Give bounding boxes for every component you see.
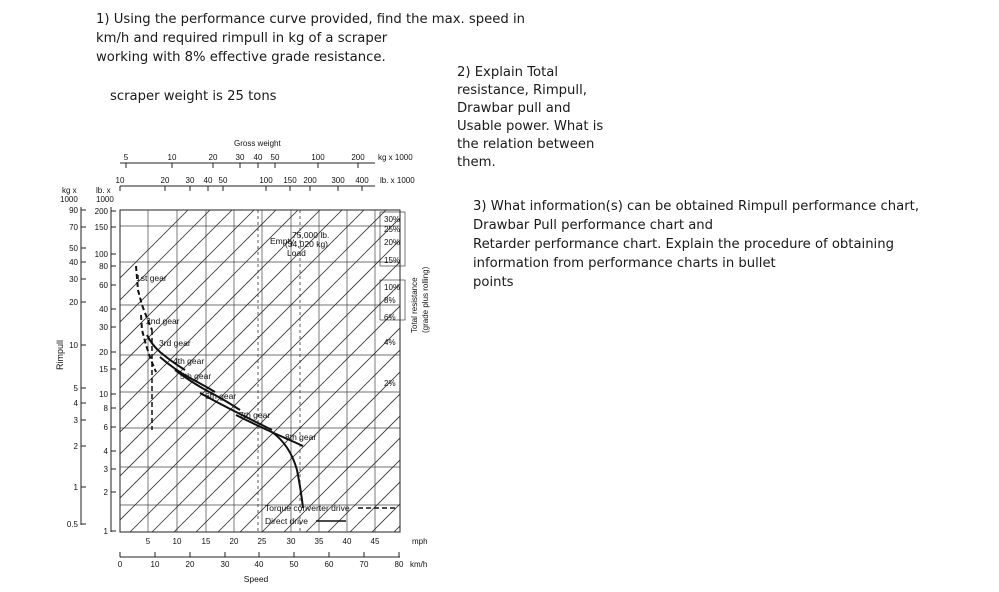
question-2-line: Drawbar pull and — [457, 101, 571, 116]
left-lb-tick-label: 10 — [99, 390, 108, 399]
left-lb-tick-label: 20 — [99, 348, 108, 357]
bottom-mph-tick-label: 35 — [314, 537, 324, 546]
top-kg-tick-label: 20 — [208, 153, 218, 162]
weight-diagonal-line — [308, 172, 688, 552]
left-lb-tick-label: 200 — [94, 207, 108, 216]
gear-label: 4th gear — [173, 356, 205, 366]
left-lb-tick-label: 2 — [103, 488, 108, 497]
top-kg-tick-label: 30 — [235, 153, 245, 162]
weight-diagonal-line — [440, 172, 820, 552]
gear-label: 6th gear — [205, 391, 237, 401]
left-kg-tick-label: 20 — [69, 298, 78, 307]
weight-diagonals — [0, 172, 999, 552]
right-tick-label: 20% — [384, 238, 401, 247]
annotation-weight-lb: 75,000 lb. — [292, 230, 330, 240]
bottom-mph-tick-label: 30 — [286, 537, 296, 546]
right-axis-title: Total resistance — [410, 277, 419, 333]
left-kg-header: kg x — [62, 186, 77, 195]
bottom-kmh-tick-label: 30 — [220, 560, 230, 569]
left-kg-tick-label: 90 — [69, 206, 78, 215]
weight-diagonal-line — [154, 172, 534, 552]
right-tick-label: 8% — [384, 296, 396, 305]
weight-diagonal-line — [638, 172, 999, 552]
weight-diagonal-line — [660, 172, 999, 552]
weight-diagonal-line — [264, 172, 644, 552]
question-1-line: 1) Using the performance curve provided, find the max. speed in — [96, 12, 525, 27]
weight-diagonal-line — [176, 172, 556, 552]
question-1-line: km/h and required rimpull in kg of a scraper — [96, 31, 388, 46]
scraper-weight-text: scraper weight is 25 tons — [110, 89, 277, 104]
left-lb-tick-label: 100 — [94, 250, 108, 259]
question-2-line: them. — [457, 155, 496, 170]
top-kg-tick-label: 5 — [123, 153, 129, 162]
annotation-load: Load — [287, 248, 306, 258]
top-lb-tick-label: 400 — [355, 176, 369, 185]
right-tick-label: 4% — [384, 338, 396, 347]
bottom-kmh-tick-label: 0 — [117, 560, 123, 569]
weight-diagonal-line — [0, 172, 270, 552]
weight-diagonal-line — [550, 172, 930, 552]
question-2-line: Usable power. What is — [457, 119, 604, 134]
top-lb-unit: lb. x 1000 — [380, 176, 415, 185]
left-axis-title: Rimpull — [55, 339, 65, 370]
left-kg-tick-label: 4 — [73, 399, 78, 408]
left-lb-tick-label: 3 — [103, 465, 108, 474]
left-kg-tick-label: 70 — [69, 223, 78, 232]
bottom-mph-unit: mph — [412, 537, 428, 546]
right-tick-label: 30% — [384, 215, 401, 224]
left-lb-header: 1000 — [96, 195, 114, 204]
question-3-line: Retarder performance chart. Explain the procedure of obtaining — [473, 237, 894, 252]
legend-torque-converter: Torque converter drive — [265, 503, 350, 513]
weight-diagonal-line — [572, 172, 952, 552]
left-kg-tick-label: 30 — [69, 275, 78, 284]
left-lb-tick-label: 15 — [99, 365, 108, 374]
bottom-mph-tick-label: 15 — [201, 537, 211, 546]
weight-diagonal-line — [242, 172, 622, 552]
weight-diagonal-line — [396, 172, 776, 552]
question-3-line: points — [473, 275, 514, 290]
bottom-kmh-tick-label: 70 — [359, 560, 369, 569]
left-lb-tick-label: 150 — [94, 223, 108, 232]
top-lb-tick-label: 40 — [203, 176, 213, 185]
weight-diagonal-line — [506, 172, 886, 552]
left-lb-tick-label: 1 — [103, 527, 108, 536]
left-lb-tick-label: 4 — [103, 447, 108, 456]
top-kg-tick-label: 200 — [351, 153, 365, 162]
top-kg-tick-label: 10 — [167, 153, 177, 162]
top-axis-title: Gross weight — [234, 139, 281, 148]
top-lb-tick-label: 200 — [303, 176, 317, 185]
left-kg-tick-label: 10 — [69, 341, 78, 350]
question-2-line: 2) Explain Total — [457, 65, 558, 80]
bottom-kmh-tick-label: 80 — [394, 560, 404, 569]
legend-direct-drive: Direct drive — [265, 516, 308, 526]
left-lb-tick-label: 40 — [99, 305, 108, 314]
bottom-kmh-tick-label: 20 — [185, 560, 195, 569]
chart-frame — [0, 163, 999, 557]
weight-diagonal-line — [682, 172, 999, 552]
bottom-kmh-tick-label: 10 — [150, 560, 160, 569]
top-lb-tick-label: 150 — [283, 176, 297, 185]
left-kg-tick-label: 1 — [73, 483, 78, 492]
right-tick-label: 2% — [384, 379, 396, 388]
bottom-mph-tick-label: 45 — [370, 537, 380, 546]
left-lb-tick-label: 6 — [103, 423, 108, 432]
weight-diagonal-line — [0, 172, 317, 552]
gear-label: 2nd gear — [146, 316, 180, 326]
weight-diagonal-line — [594, 172, 974, 552]
left-kg-header: 1000 — [60, 195, 78, 204]
left-kg-tick-label: 50 — [69, 244, 78, 253]
bottom-mph-tick-label: 40 — [342, 537, 352, 546]
left-lb-header: lb. x — [96, 186, 111, 195]
bottom-mph-tick-label: 10 — [172, 537, 182, 546]
left-lb-tick-label: 30 — [99, 323, 108, 332]
top-lb-tick-label: 100 — [259, 176, 273, 185]
left-kg-tick-label: 5 — [73, 384, 78, 393]
top-kg-unit: kg x 1000 — [378, 153, 413, 162]
weight-diagonal-line — [352, 172, 732, 552]
gear-label: 3rd gear — [159, 338, 191, 348]
weight-diagonal-line — [220, 172, 600, 552]
right-tick-label: 6% — [384, 313, 396, 322]
question-1-line: working with 8% effective grade resistance. — [96, 50, 386, 65]
question-2-line: the relation between — [457, 137, 595, 152]
question-3-line: information from performance charts in bullet — [473, 256, 776, 271]
top-lb-tick-label: 10 — [115, 176, 125, 185]
bottom-axis-title: Speed — [243, 574, 269, 584]
bottom-kmh-tick-label: 60 — [324, 560, 334, 569]
top-kg-tick-label: 100 — [311, 153, 325, 162]
top-lb-tick-label: 300 — [331, 176, 345, 185]
right-axis-title: (grade plus rolling) — [421, 266, 430, 333]
left-lb-tick-label: 80 — [99, 262, 108, 271]
bottom-kmh-tick-label: 40 — [254, 560, 264, 569]
weight-diagonal-line — [418, 172, 798, 552]
bottom-kmh-unit: km/h — [410, 560, 428, 569]
weight-diagonal-line — [528, 172, 908, 552]
top-lb-tick-label: 50 — [218, 176, 228, 185]
annotation-weight-kg: (34,020 kg) — [285, 239, 328, 249]
weight-diagonal-line — [462, 172, 842, 552]
right-tick-label: 25% — [384, 225, 401, 234]
left-kg-tick-label: 3 — [73, 416, 78, 425]
gear-label: 7th gear — [239, 410, 271, 420]
top-kg-tick-label: 50 — [270, 153, 280, 162]
weight-diagonal-line — [616, 172, 996, 552]
left-kg-tick-label: 2 — [73, 442, 78, 451]
question-2-line: resistance, Rimpull, — [457, 83, 587, 98]
weight-diagonal-line — [374, 172, 754, 552]
left-lb-tick-label: 60 — [99, 281, 108, 290]
top-lb-tick-label: 20 — [160, 176, 170, 185]
left-kg-tick-label: 40 — [69, 258, 78, 267]
left-kg-tick-label: 0.5 — [66, 520, 78, 529]
bottom-mph-tick-label: 5 — [145, 537, 151, 546]
left-lb-tick-label: 8 — [103, 404, 108, 413]
question-3-line: 3) What information(s) can be obtained Rimpull performance chart, — [473, 199, 920, 214]
weight-diagonal-line — [88, 172, 468, 552]
top-kg-tick-label: 40 — [253, 153, 263, 162]
weight-diagonal-line — [22, 172, 402, 552]
weight-diagonal-line — [286, 172, 666, 552]
bottom-kmh-tick-label: 50 — [289, 560, 299, 569]
weight-diagonal-line — [484, 172, 864, 552]
question-3-line: Drawbar Pull performance chart and — [473, 218, 714, 233]
annotation-empty: Empty — [270, 236, 295, 246]
bottom-mph-tick-label: 25 — [257, 537, 267, 546]
right-tick-label: 15% — [384, 256, 401, 265]
gear-label: 8th gear — [285, 432, 317, 442]
right-tick-label: 10% — [384, 283, 401, 292]
bottom-mph-tick-label: 20 — [229, 537, 239, 546]
gear-label: 1st gear — [136, 273, 167, 283]
gear-label: 5th gear — [180, 371, 212, 381]
top-lb-tick-label: 30 — [185, 176, 195, 185]
